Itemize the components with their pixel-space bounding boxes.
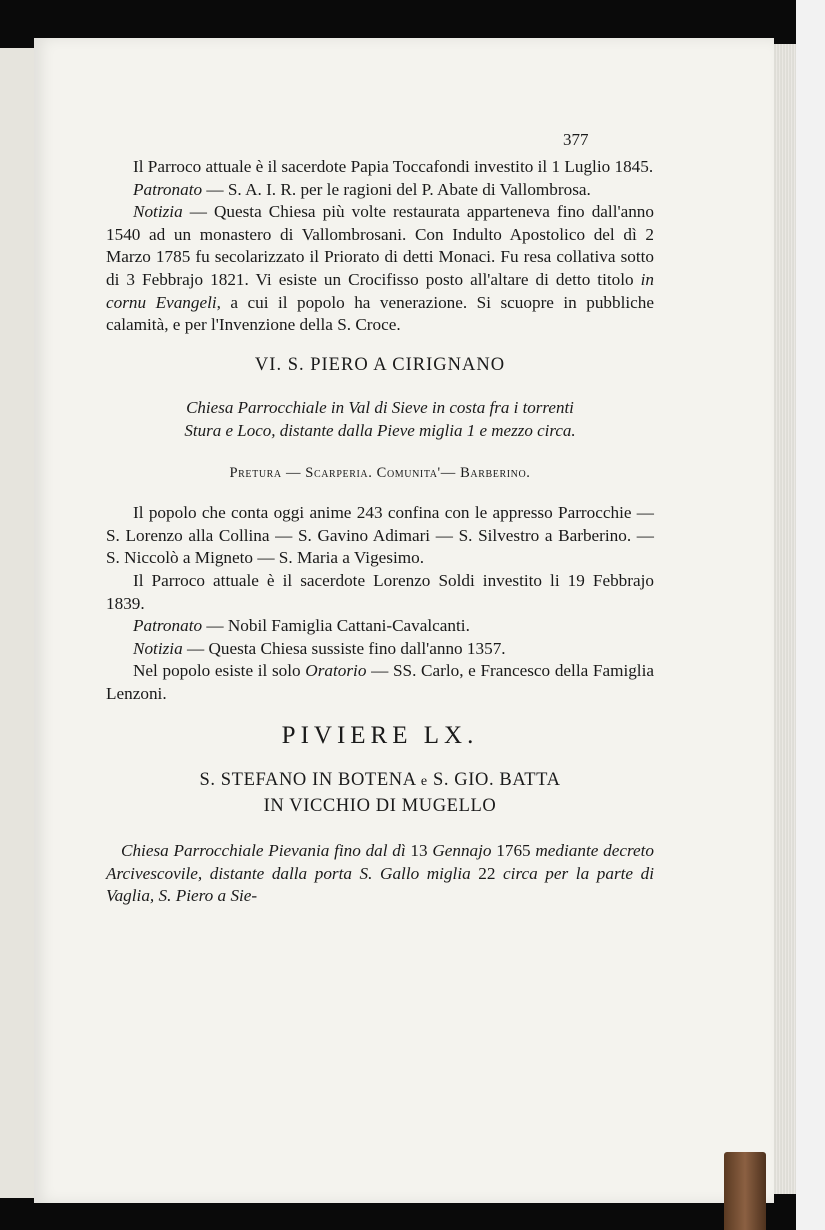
notizia-label-2: Notizia xyxy=(133,638,183,658)
heading-line-1 xyxy=(106,768,654,794)
paragraph-patronato xyxy=(106,179,654,202)
location-description xyxy=(106,397,654,442)
comunita-value: Barberino xyxy=(460,464,527,481)
location-year: 1765 xyxy=(496,841,531,861)
book-page xyxy=(34,38,774,1203)
bookmark-ribbon xyxy=(724,1152,766,1230)
heading-line-1-a: S. STEFANO IN BOTENA xyxy=(199,770,416,791)
section-heading-botena xyxy=(106,768,654,818)
patronato-label-2: Patronato xyxy=(133,616,203,636)
heading-line-1-b: S. GIO. BATTA xyxy=(432,770,561,791)
notizia-italic: in cornu Evangeli xyxy=(106,269,654,312)
location-date: 13 xyxy=(410,841,428,861)
pretura-value: Scarperia xyxy=(305,464,369,481)
heading-line-2: IN VICCHIO DI MUGELLO xyxy=(263,796,497,817)
patronato-text: — S. A. I. R. per le ragioni del P. Abate di Vallombrosa. xyxy=(202,179,591,199)
comunita-label: Comunita' xyxy=(376,464,441,481)
piviere-heading: PIVIERE LX. xyxy=(281,722,479,750)
page-text xyxy=(106,156,654,908)
paragraph-parroco-2: Il Parroco attuale è il sacerdote Lorenzo Soldi investito li 19 Febbrajo 1839. xyxy=(106,570,654,613)
location-c: mediante decreto Arcivescovile, distante dalla porta S. Gallo miglia xyxy=(106,841,655,883)
paragraph-patronato-2 xyxy=(106,615,654,638)
paragraph-popolo: Il popolo che conta oggi anime 243 confina con le appresso Parrocchie — S. Lorenzo alla Collina — S. Gavino Adimari — S. Silvestro a Barberino. — S. Niccolò a Migneto — S. Maria a Vigesimo. xyxy=(106,503,654,568)
notizia-text-a: — Questa Chiesa più volte restaurata apparteneva fino dall'anno 1540 ad un monastero di Vallombrosani. Con Indulto Apostolico del dì 2 Marzo 1785 fu secolarizzato il Priorato di detti Monaci. Fu resa collativa sotto di 3 Febbrajo 1821. Vi esiste un Crocifisso posto all'altare di detto titolo xyxy=(106,202,654,289)
pretura-label: Pretura xyxy=(229,464,282,481)
oratorio-post: — SS. Carlo, e Francesco della Famiglia Lenzoni. xyxy=(106,661,654,703)
location-line-2: Stura e Loco, distante dalla Pieve miglia 1 e mezzo circa. xyxy=(184,420,576,440)
section-heading-cirignano: VI. S. PIERO A CIRIGNANO xyxy=(254,354,506,375)
paragraph-oratorio xyxy=(106,660,654,705)
location-description-botena xyxy=(106,840,654,908)
paragraph-notizia-2 xyxy=(106,638,654,661)
location-b: Gennajo xyxy=(427,841,497,861)
oratorio-label: Oratorio xyxy=(305,661,367,681)
page-number: 377 xyxy=(563,130,589,149)
left-page-edge xyxy=(0,48,37,1198)
patronato-text-2: — Nobil Famiglia Cattani-Cavalcanti. xyxy=(202,616,470,636)
paragraph-notizia xyxy=(106,201,654,337)
location-a: Chiesa Parrocchiale Pievania fino dal dì xyxy=(121,841,411,861)
heading-line-1-e: e xyxy=(420,774,428,790)
location-miles: 22 xyxy=(478,863,496,883)
paragraph-parroco: Il Parroco attuale è il sacerdote Papia Toccafondi investito il 1 Luglio 1845. xyxy=(133,157,654,176)
notizia-label: Notizia xyxy=(133,202,183,222)
location-d: circa per la parte di Vaglia, S. Piero a Sie- xyxy=(106,863,654,906)
location-line-1: Chiesa Parrocchiale in Val di Sieve in costa fra i torrenti xyxy=(186,398,574,418)
oratorio-pre: Nel popolo esiste il solo xyxy=(133,661,306,681)
notizia-text-2: — Questa Chiesa sussiste fino dall'anno 1357. xyxy=(182,638,506,658)
background xyxy=(796,0,825,1230)
notizia-text-b: , a cui il popolo ha venerazione. Si scuopre in pubbliche calamità, e per l'Invenzione della S. Croce. xyxy=(106,292,654,335)
patronato-label: Patronato xyxy=(133,179,203,199)
pretura-line: Pretura — Scarperia. Comunita'— Barberino. xyxy=(229,464,531,481)
